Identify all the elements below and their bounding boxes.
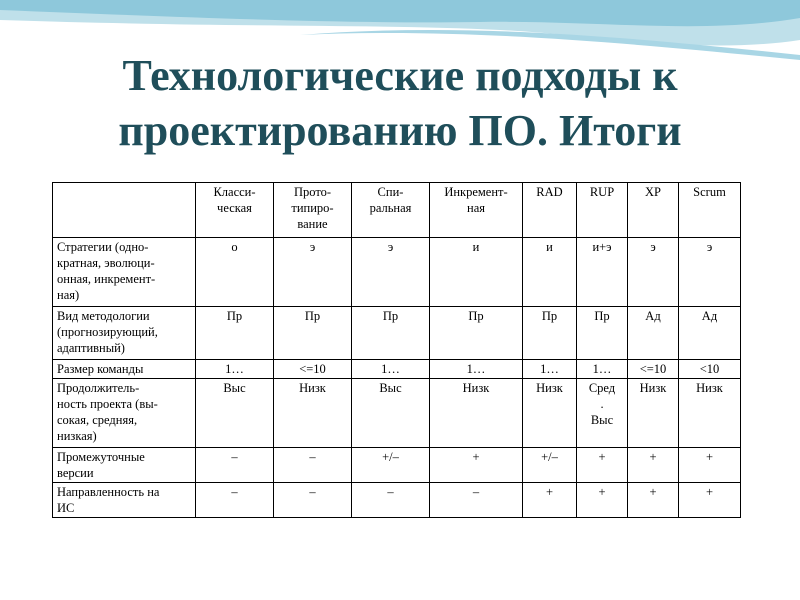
table-cell: 1… [430,360,523,379]
table-cell: и+э [577,238,628,307]
table-row [53,307,741,360]
table-cell: <=10 [628,360,679,379]
table-cell: о [196,238,274,307]
header-row [53,183,741,238]
header-cell: Спи- ральная [352,183,430,238]
table-cell: Низк [274,379,352,448]
slide-title [0,48,800,158]
table-cell: +/– [352,448,430,483]
table-cell: + [523,483,577,518]
table-cell: + [679,448,741,483]
table-cell: Пр [274,307,352,360]
header-cell: Класси- ческая [196,183,274,238]
table-cell: Пр [352,307,430,360]
table-row [53,360,741,379]
table-row [53,379,741,448]
row-label: Продолжитель- ность проекта (вы- сокая, средняя, низкая) [53,379,196,448]
table-cell: + [628,483,679,518]
table-cell: – [196,448,274,483]
header-cell: RUP [577,183,628,238]
header-cell: Scrum [679,183,741,238]
row-label: Стратегии (одно- кратная, эволюци- онная, инкремент- ная) [53,238,196,307]
title-line-1: Технологические подходы к [122,51,678,100]
table-cell: + [577,483,628,518]
table-cell: Низк [628,379,679,448]
table-cell: 1… [352,360,430,379]
table-cell: Ад [679,307,741,360]
table-cell: Пр [523,307,577,360]
table-cell: <=10 [274,360,352,379]
title-line-2: проектированию ПО. Итоги [118,106,682,155]
table-cell: Выс [352,379,430,448]
header-cell: Инкремент- ная [430,183,523,238]
table-cell: – [274,483,352,518]
header-cell: RAD [523,183,577,238]
row-label: Вид методологии (прогнозирующий, адаптивный) [53,307,196,360]
table-cell: 1… [577,360,628,379]
table-cell: Выс [196,379,274,448]
table-cell: + [679,483,741,518]
row-label: Размер команды [53,360,196,379]
row-label: Промежуточные версии [53,448,196,483]
table-cell: 1… [196,360,274,379]
table-cell: и [523,238,577,307]
table-cell: Пр [577,307,628,360]
table-cell: Пр [196,307,274,360]
table-cell: Сред . Выс [577,379,628,448]
table-cell: э [679,238,741,307]
table-cell: э [352,238,430,307]
row-label: Направленность на ИС [53,483,196,518]
header-cell: XP [628,183,679,238]
table-cell: Низк [523,379,577,448]
table-cell: +/– [523,448,577,483]
table-cell: + [628,448,679,483]
table-cell: э [628,238,679,307]
table-row [53,448,741,483]
table-cell: и [430,238,523,307]
table-cell: + [577,448,628,483]
table-cell: э [274,238,352,307]
table-cell: 1… [523,360,577,379]
header-cell: Прото- типиро- вание [274,183,352,238]
table-cell: Ад [628,307,679,360]
table-cell: – [196,483,274,518]
table-cell: – [430,483,523,518]
table-cell: – [352,483,430,518]
corner-cell [53,183,196,238]
table-cell: <10 [679,360,741,379]
table-row [53,238,741,307]
comparison-table [52,182,741,518]
table-cell: – [274,448,352,483]
table-cell: Низк [430,379,523,448]
table-cell: + [430,448,523,483]
table-row [53,483,741,518]
table-cell: Пр [430,307,523,360]
table-cell: Низк [679,379,741,448]
